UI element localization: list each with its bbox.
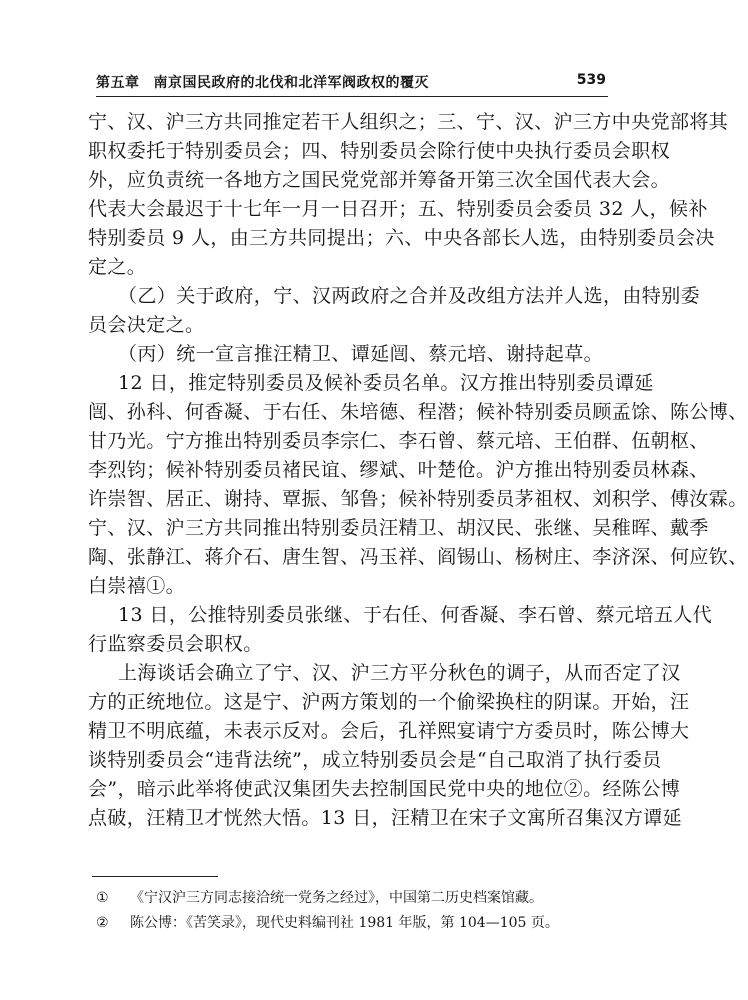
footnote-mark: ① — [96, 890, 109, 906]
text-line: 白崇禧①。 — [88, 575, 186, 597]
footnote-divider — [92, 876, 218, 877]
text-line: 宁、汉、沪三方共同推定若干人组织之；三、宁、汉、沪三方中央党部将其 — [88, 111, 729, 133]
text-line: 13 日，公推特别委员张继、于右任、何香凝、李石曾、蔡元培五人代 — [118, 604, 713, 626]
text-line: 定之。 — [88, 256, 147, 278]
text-line: （乙）关于政府，宁、汉两政府之合并及改组方法并人选，由特别委 — [118, 285, 701, 307]
running-header — [96, 72, 608, 97]
text-line: 点破，汪精卫才恍然大悟。13 日，汪精卫在宋子文寓所召集汉方谭延 — [88, 807, 683, 829]
text-line: 甘乃光。宁方推出特别委员李宗仁、李石曾、蔡元培、王伯群、伍朝枢、 — [88, 430, 709, 452]
text-line: 员会决定之。 — [88, 314, 205, 336]
text-line: 闿、孙科、何香凝、于右任、朱培德、程潜；候补特别委员顾孟馀、陈公博、 — [88, 401, 748, 423]
text-line: 外，应负责统一各地方之国民党党部并筹备开第三次全国代表大会。 — [88, 169, 671, 191]
text-line: 谈特别委员会“违背法统”，成立特别委员会是“自己取消了执行委员 — [88, 749, 662, 771]
page-number: 539 — [576, 72, 606, 88]
text-line: 陶、张静江、蒋介石、唐生智、冯玉祥、阎锡山、杨树庄、李济深、何应钦、 — [88, 546, 748, 568]
chapter-title: 南京国民政府的北伐和北洋军阀政权的覆灭 — [153, 75, 429, 91]
text-line: 特别委员 9 人，由三方共同提出；六、中央各部长人选，由特别委员会决 — [88, 227, 715, 249]
text-line: 李烈钧；候补特别委员褚民谊、缪斌、叶楚伧。沪方推出特别委员林森、 — [88, 459, 709, 481]
footnote — [96, 911, 596, 936]
footnote-mark: ② — [96, 915, 109, 931]
footnotes — [96, 886, 596, 936]
footnote — [96, 886, 596, 911]
text-line: 行监察委员会职权。 — [88, 633, 263, 655]
text-line: 12 日，推定特别委员及候补委员名单。汉方推出特别委员谭延 — [118, 372, 654, 394]
body-text — [88, 108, 748, 833]
chapter-label: 第五章 — [96, 75, 140, 91]
text-line: 许崇智、居正、谢持、覃振、邹鲁；候补特别委员茅祖权、刘积学、傅汝霖。 — [88, 488, 748, 510]
text-line: 方的正统地位。这是宁、沪两方策划的一个偷梁换柱的阴谋。开始，汪 — [88, 691, 690, 713]
running-header-title — [96, 72, 429, 92]
text-line: 上海谈话会确立了宁、汉、沪三方平分秋色的调子，从而否定了汉 — [118, 662, 681, 684]
text-line: 精卫不明底蕴，未表示反对。会后，孔祥熙宴请宁方委员时，陈公博大 — [88, 720, 690, 742]
footnote-text: 陈公博：《苦笑录》，现代史料编刊社 1981 年版，第 104—105 页。 — [130, 915, 559, 931]
text-line: 代表大会最迟于十七年一月一日召开；五、特别委员会委员 32 人，候补 — [88, 198, 708, 220]
text-line: （丙）统一宣言推汪精卫、谭延闿、蔡元培、谢持起草。 — [118, 343, 604, 365]
text-line: 宁、汉、沪三方共同推出特别委员汪精卫、胡汉民、张继、吴稚晖、戴季 — [88, 517, 709, 539]
text-line: 会”，暗示此举将使武汉集团失去控制国民党中央的地位②。经陈公博 — [88, 778, 681, 800]
text-line: 职权委托于特别委员会；四、特别委员会除行使中央执行委员会职权 — [88, 140, 671, 162]
footnote-text: 《宁汉沪三方同志接洽统一党务之经过》，中国第二历史档案馆藏。 — [130, 890, 543, 906]
